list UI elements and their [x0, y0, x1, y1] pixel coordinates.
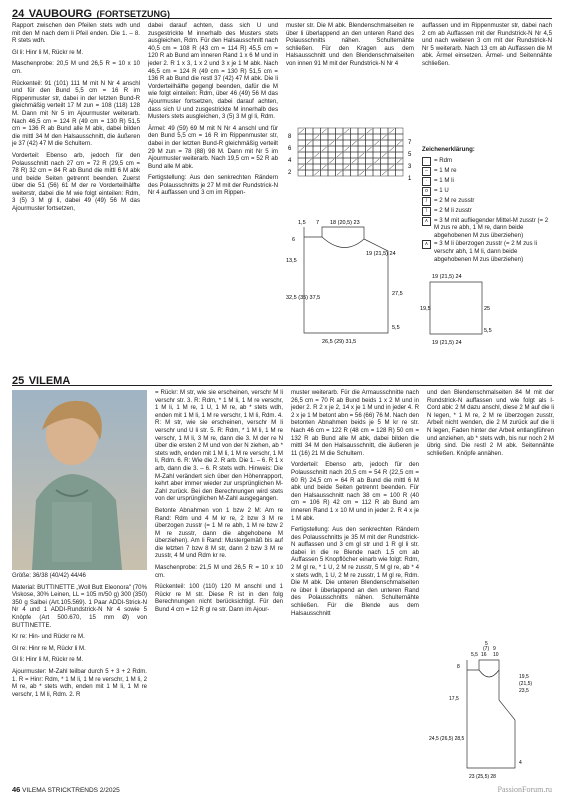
section-number: 25	[12, 375, 25, 387]
legend-title: Zeichenerklärung:	[422, 146, 475, 153]
dim-label: 16	[481, 652, 487, 658]
chart-cell	[388, 140, 396, 146]
chart-cell	[351, 164, 359, 170]
dim-label: 19 (21,5) 24	[432, 340, 462, 346]
chart-cell	[306, 164, 314, 170]
chart-cell	[298, 134, 306, 140]
legend-text: = 2 M li zusstr	[434, 206, 472, 214]
chart-cell	[373, 134, 381, 140]
chart-cell	[366, 158, 374, 164]
paragraph: muster str. Die M abk. Blendenschmalseiten re über li überlappend an den unteren Rand des Polausschnitts nähen. Schulternähte schließen. Für den Kragen aus dem Halsausschnitt und den Blendenschmalseiten von innen 91 M mit der Rundstrick-N Nr 4	[286, 22, 414, 67]
dim-label: 1,5	[298, 220, 306, 226]
chart-cell	[358, 146, 366, 152]
chart-cell	[298, 158, 306, 164]
chart-cell	[351, 170, 359, 176]
chart-stitch-mark	[360, 135, 365, 139]
legend-item	[422, 157, 554, 166]
dim-label: 32,5 (35) 37,5	[286, 295, 321, 301]
row-label: 3	[408, 164, 412, 170]
dim-label: 19,5	[420, 306, 431, 312]
chart-stitch-mark	[307, 141, 312, 145]
chart-cell	[388, 158, 396, 164]
paragraph: = Rückr: M str, wie sie erscheinen, verschr M li verschr str. 3. R: Rdm, * 1 M li, 1 M re verschr, 1 M li, 1 M re, 1 U, 1 M re, ab * stets wdh, enden mit 1 M li, 1 M re verschr, 1 M li, Rdm. 4. R: M str, wie sie erscheinen, verschr M li verschr und U li str. 5. R: Rdm, * 1 M li, 1 M re verschr, 1 M li, 3 M re, dann die 3. M der re N über die ersten 2 M und von der N ziehen, ab * stets wdh, enden mit 1 M li, 1 M re verschr, 1 M li, Rdm. 6. R: Wie die 2. R arb. Die 1. – 6. R 1 x arb, dann die 3. – 6. R stets wdh. Hinweis: Die M-Zahl verändert sich über den Höhenrapport, kehrt aber immer wieder zur ursprünglichen M-Zahl zurück. Bei den Berechnungen wird stets von der ursprünglichen M-Zahl ausgegangen.	[155, 389, 283, 503]
chart-stitch-mark	[367, 165, 372, 169]
stitch-symbol-icon	[422, 157, 431, 166]
chart-cell	[313, 128, 321, 134]
chart-cell	[396, 146, 404, 152]
dim-label: 19,5	[519, 674, 529, 680]
vaubourg-sleeve-schematic	[420, 270, 500, 350]
legend-item	[422, 240, 554, 263]
legend-item	[422, 177, 554, 186]
chart-stitch-mark	[315, 153, 320, 157]
dim-label: 8	[457, 664, 460, 670]
section-number: 24	[12, 8, 25, 20]
chart-cell	[306, 128, 314, 134]
chart-cell	[336, 140, 344, 146]
chart-stitch-mark	[375, 141, 380, 145]
chart-stitch-mark	[390, 165, 395, 169]
dim-label: 9	[493, 646, 496, 652]
section-header-vilema	[12, 371, 552, 386]
chart-cell	[336, 158, 344, 164]
dim-label: 26,5 (29) 31,5	[322, 339, 357, 345]
legend-text: = Rdm	[434, 156, 453, 164]
chart-cell	[306, 134, 314, 140]
paragraph: Maschenprobe: 20,5 M und 26,5 R = 10 x 10 cm.	[12, 60, 140, 75]
paragraph: Rückenteil: 91 (101) 111 M mit N Nr 4 anschl und für den Bund 5,5 cm = 16 R im Rippenmuster str, dabei in der letzten Bund-R gleichmäßig verteilt 17 M zun = 108 (118) 128 M. Dann mit Nr 5 im Ajourmuster weiterarb. Nach 46,5 cm = 124 R (49 cm = 130 R) 51,5 cm = 136 R ab Bund alle M abk, dabei bilden die mittl 34 M den Halsausschnitt, die äußeren je 37 (42) 47 M die Schultern.	[12, 79, 140, 148]
vaubourg-column-3	[286, 22, 414, 132]
chart-cell	[388, 134, 396, 140]
paragraph: Vorderteil: Ebenso arb, jedoch für den Polausschnitt nach 20,5 cm = 54 R (22,5 cm = 60 R) 24,5 cm = 64 R ab Bund die mittl 6 M abk und beide Seiten getrennt beenden. Für den Halsausschnitt nach 38 cm = 100 R (40 cm = 106 R) 42 cm = 112 R ab Bund am inneren Rand 1 x 10 M und in jeder 2. R 4 x je 1 M abk.	[291, 461, 419, 522]
chart-cell	[381, 146, 389, 152]
chart-cell	[351, 146, 359, 152]
dim-label: 4	[519, 760, 522, 766]
chart-cell	[343, 134, 351, 140]
chart-stitch-mark	[360, 153, 365, 157]
chart-cell	[298, 140, 306, 146]
vilema-column-1	[12, 572, 147, 782]
chart-stitch-mark	[337, 171, 342, 175]
chart-cell	[358, 128, 366, 134]
vaubourg-column-1	[12, 22, 140, 367]
vilema-schematic	[427, 640, 554, 780]
chart-stitch-mark	[322, 129, 327, 133]
chart-cell	[306, 146, 314, 152]
row-label: 6	[288, 146, 292, 152]
dim-label: 13,5	[286, 258, 297, 264]
chart-cell	[328, 170, 336, 176]
chart-stitch-mark	[322, 165, 327, 169]
chart-stitch-mark	[300, 147, 305, 151]
chart-cell	[321, 134, 329, 140]
footer-text: VILEMA STRICKTRENDS 2/2025	[22, 787, 120, 794]
vilema-column-3	[291, 389, 419, 782]
chart-cell	[366, 170, 374, 176]
dim-label: 23,5	[519, 688, 529, 694]
chart-cell	[313, 146, 321, 152]
paragraph: muster weiterarb. Für die Armausschnitte nach 26,5 cm = 70 R ab Bund beids 1 x 2 M und in jeder 2. R 2 x je 2, 14 x je 1 M und in jeder 4. R 2 x je 1 M betont abn = 56 (66) 76 M. Nach den betonten Abnahmen beids je 5 M kr re str. Nach 46 cm = 122 R (48 cm = 128 R) 50 cm = 132 R ab Bund alle M abk, dabei bilden die mittl 34 M den Halsausschnitt, die äußeren je 11 (16) 21 M die Schultern.	[291, 389, 419, 457]
dim-label: 5,5	[471, 652, 478, 658]
dim-label: (7)	[483, 646, 490, 652]
chart-stitch-mark	[337, 135, 342, 139]
paragraph: Maschenprobe: 21,5 M und 26,5 R = 10 x 10 cm.	[155, 564, 283, 579]
stitch-symbol-icon: ∧	[422, 240, 431, 249]
chart-cell	[321, 158, 329, 164]
legend-text: = 1 M re	[434, 166, 457, 174]
chart-cell	[358, 140, 366, 146]
legend-text: = 3 M mit aufliegender Mittel-M zusstr (= 2 M zus re abh, 1 M re, dann beide abgehobenen M zus überziehen)	[434, 216, 549, 239]
dim-label: 5	[485, 641, 488, 647]
chart-cell	[298, 170, 306, 176]
paragraph: auffassen und im Rippenmuster str, dabei nach 2 cm ab Auffassen mit der Rundstrick-N Nr 4,5 und nach weiteren 3 cm mit der Rundstrick-N Nr 5 weiterarb. Nach 13 cm ab Auffassen die M abk. Ärmel einsetzen. Ärmel- und Seitennähte schließen.	[422, 22, 552, 67]
chart-cell	[343, 170, 351, 176]
paragraph: Ärmel: 49 (59) 69 M mit N Nr 4 anschl und für den Bund 5,5 cm = 16 R im Rippenmuster str, dabei in der letzten Bund-R gleichmäßig verteilt 29 M zun = 78 (88) 98 M. Dann mit Nr 5 im Ajourmuster weiterarb. Nach 19,5 cm = 52 R ab Bund alle M abk.	[148, 124, 278, 170]
page-number: 46	[12, 785, 21, 794]
legend-text: = 1 M li	[434, 176, 454, 184]
row-label: 4	[288, 158, 292, 164]
legend-item	[422, 217, 554, 240]
chart-cell	[328, 164, 336, 170]
chart-cell	[381, 158, 389, 164]
model-photo	[12, 390, 147, 570]
stitch-symbol-icon: /	[422, 197, 431, 206]
chart-stitch-mark	[300, 165, 305, 169]
chart-cell	[298, 152, 306, 158]
stitch-symbol-icon: ·	[422, 177, 431, 186]
dim-label: 17,5	[449, 696, 459, 702]
chart-cell	[313, 158, 321, 164]
stitch-symbol-icon: ∧	[422, 217, 431, 226]
paragraph: Größe: 36/38 (40/42) 44/46	[12, 572, 86, 579]
chart-cell	[396, 152, 404, 158]
chart-cell	[373, 170, 381, 176]
chart-stitch-mark	[397, 159, 402, 163]
chart-cell	[358, 164, 366, 170]
chart-stitch-mark	[300, 129, 305, 133]
dim-label: 19 (21,5) 24	[432, 274, 462, 280]
chart-cell	[336, 164, 344, 170]
paragraph: dabei darauf achten, dass sich U und zusgestrickte M innerhalb des Musters stets ausgleichen, Rdm. Für den Halsausschnitt nach 40,5 cm = 108 R (43 cm = 114 R) 45,5 cm = 120 R ab Bund am inneren Rand 1 x 6 M und in jeder 2. R 1 x 3, 1 x 2 und 3 x je 1 M abk. Nach 46,5 cm = 124 R (49 cm = 130 R) 51,5 cm = 136 R ab Bund die restl 37 (42) 47 M abk. Die li Vorderteilhälfte gegengl beenden, dafür die M wie folgt einteilen: Rdm, über 46 (49) 56 M das Ajourmuster fortsetzen, dabei darauf achten, dass sich U und zusgestrickte M innerhalb des Musters stets ausgleichen, 3 (5) 3 M gl li, Rdm.	[148, 22, 278, 121]
vilema-column-4	[427, 389, 554, 529]
vilema-column-2	[155, 389, 283, 782]
chart-stitch-mark	[352, 159, 357, 163]
chart-cell	[373, 146, 381, 152]
chart-stitch-mark	[345, 165, 350, 169]
paragraph: Vorderteil: Ebenso arb, jedoch für den Polausschnitt nach 27 cm = 72 R (29,5 cm = 78 R) 32 cm = 84 R ab Bund die mittl 6 M abk und beide Seiten getrennt beenden. Zuerst über die 51 (56) 61 M der re Vorderteilhälfte weiterstr, dabei die M wie folgt einteilen: Rdm, 3 (5) 3 M gl li, dabei 49 (49) 56 M das Ajourmuster fortsetzen,	[12, 151, 140, 213]
paragraph: Fertigstellung: Aus den senkrechten Rändern des Polausschnitts je 27 M mit der Rundstrick-N Nr 4 auffassen und 3 cm im Rippen-	[148, 174, 278, 197]
chart-stitch-mark	[367, 147, 372, 151]
chart-cell	[313, 140, 321, 146]
chart-stitch-mark	[397, 141, 402, 145]
chart-stitch-mark	[382, 153, 387, 157]
section-title: VAUBOURG	[28, 8, 93, 20]
chart-cell	[373, 152, 381, 158]
chart-cell	[358, 158, 366, 164]
chart-cell	[343, 152, 351, 158]
chart-cell	[321, 152, 329, 158]
chart-cell	[328, 128, 336, 134]
stitch-symbol-icon: o	[422, 187, 431, 196]
watermark: PassionForum.ru	[497, 785, 552, 794]
row-label: 2	[288, 170, 292, 176]
chart-cell	[343, 140, 351, 146]
legend-item	[422, 207, 554, 216]
chart-stitch-mark	[375, 159, 380, 163]
chart-cell	[366, 134, 374, 140]
dim-label: 5,5	[484, 328, 492, 334]
chart-cell	[396, 170, 404, 176]
chart-stitch-mark	[330, 159, 335, 163]
legend-item	[422, 167, 554, 176]
chart-cell	[336, 146, 344, 152]
chart-cell	[328, 134, 336, 140]
legend-text: = 3 M li überzogen zusstr (= 2 M zus li verschr abh, 1 M li, dann beide abgehobenen M zus überziehen)	[434, 240, 537, 263]
chart-stitch-mark	[345, 129, 350, 133]
paragraph: Gl re: Hinr re M, Rückr li M.	[12, 644, 86, 652]
paragraph: Rapport zwischen den Pfeilen stets wdh und mit den M nach dem li Pfeil enden. Die 1. – 8. R stets wdh.	[12, 22, 140, 45]
chart-stitch-mark	[360, 171, 365, 175]
dim-label: 10	[493, 652, 499, 658]
chart-cell	[351, 134, 359, 140]
legend-text: = 1 U	[434, 186, 449, 194]
dim-label: (21,5)	[519, 681, 533, 687]
dim-label: 24,5 (26,5) 28,5	[429, 736, 465, 742]
chart-cell	[388, 170, 396, 176]
vaubourg-column-4	[422, 22, 552, 132]
stitch-chart	[286, 124, 416, 184]
chart-stitch-mark	[315, 135, 320, 139]
chart-cell	[351, 152, 359, 158]
chart-cell	[306, 170, 314, 176]
paragraph: Kr re: Hin- und Rückr re M.	[12, 633, 85, 641]
paragraph: Ajourmuster: M-Zahl teilbar durch 5 + 3 + 2 Rdm. 1. R = Hinr: Rdm, * 1 M li, 1 M re verschr, 1 M li, 2 M re, ab * stets wdh, enden mit 1 M li, 1 M re verschr, 1 M li, Rdm. 2. R	[12, 667, 147, 698]
chart-cell	[336, 128, 344, 134]
chart-cell	[328, 152, 336, 158]
dim-label: 25	[484, 306, 491, 312]
dim-label: 5,5	[392, 325, 400, 331]
section-continued: (FORTSETZUNG)	[96, 9, 171, 19]
row-label: 1	[408, 176, 412, 182]
chart-cell	[366, 152, 374, 158]
chart-cell	[396, 128, 404, 134]
chart-cell	[343, 158, 351, 164]
chart-cell	[351, 128, 359, 134]
chart-stitch-mark	[307, 159, 312, 163]
chart-stitch-mark	[367, 129, 372, 133]
chart-cell	[381, 140, 389, 146]
dim-label: 23 (25,5) 28	[469, 774, 496, 780]
chart-cell	[313, 164, 321, 170]
row-label: 8	[288, 134, 292, 140]
legend-text: = 2 M re zusstr	[434, 196, 475, 204]
vaubourg-column-2	[148, 22, 278, 367]
dim-label: 7	[316, 220, 320, 226]
chart-stitch-mark	[330, 141, 335, 145]
paragraph: Gl li: Hinr li M, Rückr re M.	[12, 48, 84, 56]
chart-cell	[373, 164, 381, 170]
stitch-symbol-icon: –	[422, 167, 431, 176]
dim-label: 6	[292, 237, 296, 243]
chart-stitch-mark	[382, 135, 387, 139]
section-header-vaubourg	[12, 4, 552, 19]
dim-label: 19 (21,5) 24	[366, 251, 396, 257]
paragraph: Fertigstellung: Aus den senkrechten Rändern des Polausschnitts je 35 M mit der Rundstrick-N auffassen und 3 cm gl str und 1 R gl li str. dabei in die re Blende nach 1,5 cm ab Auffassen 5 Knopflöcher einarb wie folgt: Rdm, 2 M gl re, * 1 U, 2 M re zusstr, 5 M gl re, ab * 4 x stets wdh, 1 U, 2 M re zusstr, 1 M gl re, Rdm. Die M abk. Die unteren Blendenschmalseiten re über li überlappend an den unteren Rand des Polausschnitts nähen. Schulternähte schließen. Für die Blende aus dem Halsausschnitt	[291, 526, 419, 617]
chart-cell	[381, 128, 389, 134]
chart-cell	[328, 146, 336, 152]
chart-stitch-mark	[390, 129, 395, 133]
chart-stitch-mark	[315, 171, 320, 175]
chart-stitch-mark	[390, 147, 395, 151]
dim-label: 27,5	[392, 291, 403, 297]
page-footer	[12, 785, 120, 794]
paragraph: und den Blendenschmalseiten 84 M mit der Rundstrick-N auffassen und wie folgt als I-Cord abk: 2 M dazu anschl, diese 2 M auf die li N legen, * 1 M re, 2 M re überzogen zusstr, Arbeit nicht wenden, die 2 M zurück auf die li N legen, Faden hinter der Arbeit entlangführen und anziehen, ab * stets wdh, bis nur noch 2 M übrig sind. Die restl 2 M abk. Seitennähte schließen. Knöpfe annähen.	[427, 389, 554, 457]
chart-cell	[388, 152, 396, 158]
chart-stitch-mark	[352, 141, 357, 145]
chart-cell	[306, 152, 314, 158]
paragraph: Material: BUTTINETTE „Woll Butt Eleonora" (70% Viskose, 30% Leinen, LL = 105 m/50 g) 300 (350) 350 g Salbei (Art.105.569). 1 Paar ADDI-Strick-N Nr 4 und 1 ADDI-Rundstrick-N Nr 4 sowie 5 Knöpfe (Art 500.670, 15 mm Ø) von BUTTINETTE.	[12, 583, 147, 629]
stitch-symbol-icon: \	[422, 207, 431, 216]
section-title: VILEMA	[28, 375, 71, 387]
paragraph: Rückenteil: 100 (110) 120 M anschl und 1 Rückr re M str. Diese R ist in den folg Berechnungen nicht berücksichtigt. Für den Bund 4 cm = 12 R gl re str. Dann im Ajour-	[155, 583, 283, 614]
chart-stitch-mark	[337, 153, 342, 157]
chart-cell	[321, 170, 329, 176]
legend-item	[422, 187, 554, 196]
paragraph: Betonte Abnahmen von 1 bzw 2 M: Am re Rand: Rdm und 4 M kr re, 2 bzw 3 M re überzogen zusstr (= 1 M re abh, 1 M re bzw 2 M re zusstr, dann die abgehobene M überziehen). Am li Rand: Mustergemäß bis auf die letzten 7 bzw 8 M str, dann 2 bzw 3 M re zusstr, 4 M und Rdm kr re.	[155, 506, 283, 560]
chart-cell	[381, 164, 389, 170]
legend-item	[422, 197, 554, 206]
row-label: 7	[408, 140, 412, 146]
dim-label: 18 (20,5) 23	[330, 220, 360, 226]
chart-stitch-mark	[382, 171, 387, 175]
chart-cell	[373, 128, 381, 134]
chart-stitch-mark	[322, 147, 327, 151]
chart-cell	[321, 140, 329, 146]
row-label: 5	[408, 152, 412, 158]
chart-cell	[366, 140, 374, 146]
chart-cell	[396, 134, 404, 140]
paragraph: Gl li: Hinr li M, Rückr re M.	[12, 656, 84, 664]
chart-stitch-mark	[345, 147, 350, 151]
chart-cell	[396, 164, 404, 170]
vaubourg-body-schematic	[286, 215, 426, 350]
